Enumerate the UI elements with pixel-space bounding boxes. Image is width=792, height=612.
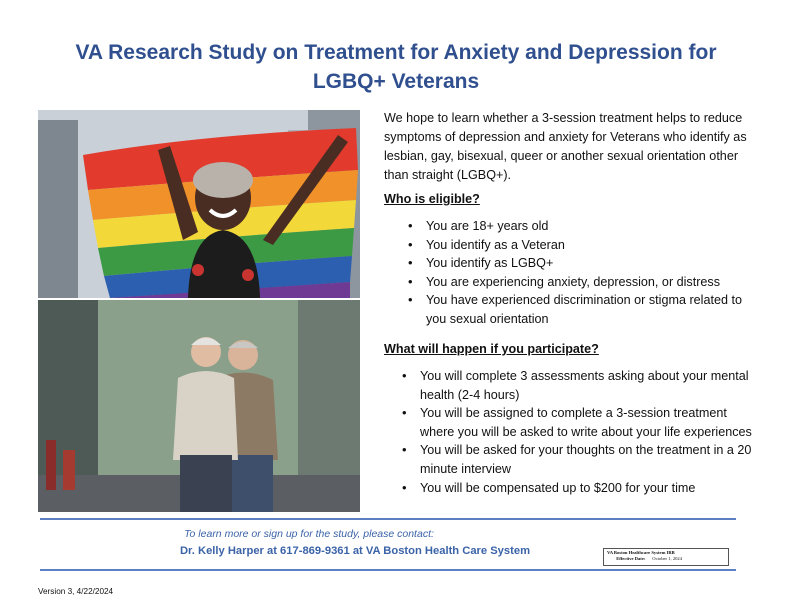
participation-list: [402, 367, 752, 497]
photo-person-with-pride-flag: [38, 110, 360, 298]
divider-bottom: [40, 569, 736, 571]
participation-heading: What will happen if you participate?: [384, 342, 599, 356]
list-item: • You will be assigned to complete a 3-session treatment where you will be asked to write about your life experiences: [402, 404, 752, 441]
irb-approval-stamp: [603, 548, 729, 566]
list-item: • You will be asked for your thoughts on the treatment in a 20 minute interview: [402, 441, 752, 478]
irb-label: Effective Date:: [616, 556, 646, 561]
pride-flag-illustration: [38, 110, 360, 298]
eligibility-list: [408, 217, 748, 329]
contact-info: Dr. Kelly Harper at 617-869-9361 at VA Boston Health Care System: [179, 545, 531, 557]
eligibility-heading: Who is eligible?: [384, 192, 480, 206]
contact-lead: To learn more or sign up for the study, please contact:: [184, 528, 434, 540]
list-item: • You identify as a Veteran: [408, 236, 748, 255]
list-item: • You are 18+ years old: [408, 217, 748, 236]
list-item: • You will be compensated up to $200 for your time: [402, 479, 752, 498]
list-item: • You will complete 3 assessments asking about your mental health (2-4 hours): [402, 367, 752, 404]
irb-date: October 1, 2024: [652, 556, 683, 561]
version-label: Version 3, 4/22/2024: [38, 587, 114, 596]
irb-line1: VA Boston Healthcare System IRB: [607, 550, 675, 555]
list-item: • You are experiencing anxiety, depression, or distress: [408, 273, 748, 292]
list-item: • You have experienced discrimination or stigma related to you sexual orientation: [408, 291, 748, 328]
list-item: • You identify as LGBQ+: [408, 254, 748, 273]
two-men-illustration: [38, 300, 360, 512]
photo-two-men-walking: [38, 300, 360, 512]
page-title: VA Research Study on Treatment for Anxiety and Depression for LGBQ+ Veterans: [75, 41, 717, 93]
divider-top: [40, 518, 736, 520]
intro-paragraph: We hope to learn whether a 3-session treatment helps to reduce symptoms of depression and anxiety for Veterans who identify as lesbian, gay, bisexual, queer or another sexual orientation other than straight (LGBQ+).: [384, 111, 747, 182]
